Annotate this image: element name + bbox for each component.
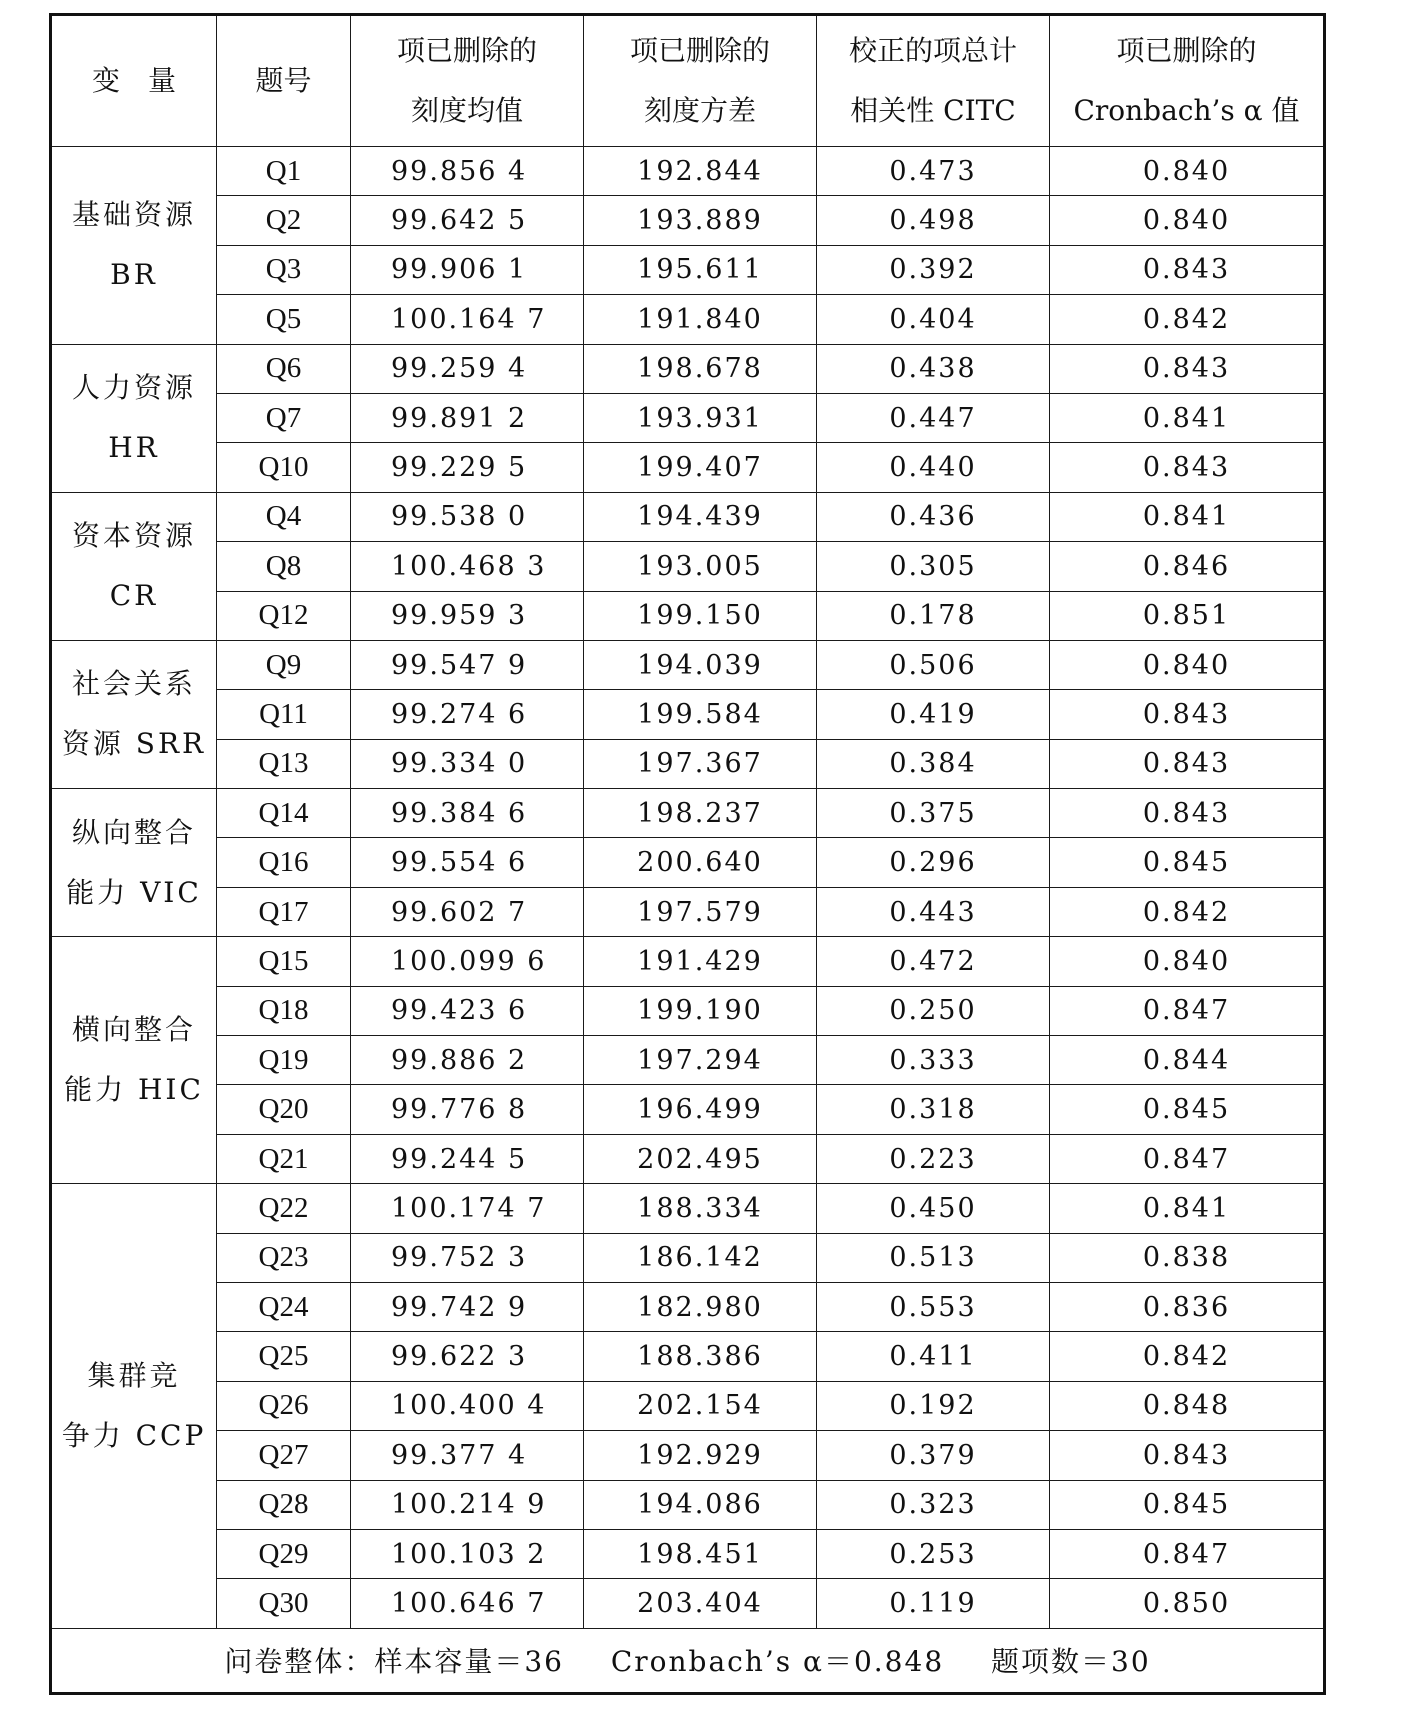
alpha-cell: 0.845: [1050, 838, 1325, 887]
scale-variance-cell: 197.294: [584, 1036, 817, 1085]
table-row: [51, 838, 1325, 887]
citc-cell: 0.323: [817, 1480, 1050, 1529]
table-row: [51, 147, 1325, 196]
item-id-cell: Q2: [217, 196, 351, 245]
scale-variance-cell: 192.844: [584, 147, 817, 196]
citc-cell: 0.250: [817, 986, 1050, 1035]
alpha-cell: 0.840: [1050, 196, 1325, 245]
table-row: [51, 937, 1325, 986]
scale-mean-cell: 99.891 2: [351, 393, 584, 442]
table-row: [51, 245, 1325, 294]
scale-mean-cell: 100.468 3: [351, 542, 584, 591]
header-scale-variance: 项已删除的 刻度方差: [584, 15, 817, 147]
scale-mean-cell: 99.423 6: [351, 986, 584, 1035]
table-row: [51, 393, 1325, 442]
scale-mean-cell: 99.776 8: [351, 1085, 584, 1134]
scale-variance-cell: 188.334: [584, 1184, 817, 1233]
scale-mean-cell: 99.906 1: [351, 245, 584, 294]
item-id-cell: Q22: [217, 1184, 351, 1233]
table-row: [51, 1036, 1325, 1085]
scale-variance-cell: 199.190: [584, 986, 817, 1035]
alpha-cell: 0.843: [1050, 1431, 1325, 1480]
alpha-cell: 0.846: [1050, 542, 1325, 591]
citc-cell: 0.438: [817, 344, 1050, 393]
table-row: [51, 1233, 1325, 1282]
alpha-cell: 0.840: [1050, 937, 1325, 986]
variable-group-label: 集群竞 争力 CCP: [51, 1184, 217, 1629]
variable-group-label: 资本资源 CR: [51, 492, 217, 640]
variable-group-label: 社会关系 资源 SRR: [51, 640, 217, 788]
header-scale-mean: 项已删除的 刻度均值: [351, 15, 584, 147]
scale-variance-cell: 191.429: [584, 937, 817, 986]
scale-mean-cell: 99.334 0: [351, 739, 584, 788]
item-id-cell: Q17: [217, 887, 351, 936]
scale-variance-cell: 196.499: [584, 1085, 817, 1134]
scale-mean-cell: 99.554 6: [351, 838, 584, 887]
table-row: [51, 295, 1325, 344]
alpha-cell: 0.842: [1050, 295, 1325, 344]
table-row: [51, 591, 1325, 640]
table-row: [51, 443, 1325, 492]
scale-mean-cell: 100.646 7: [351, 1579, 584, 1628]
citc-cell: 0.443: [817, 887, 1050, 936]
reliability-table-page: [49, 13, 1323, 1695]
citc-cell: 0.253: [817, 1529, 1050, 1578]
scale-mean-cell: 99.377 4: [351, 1431, 584, 1480]
item-id-cell: Q14: [217, 789, 351, 838]
alpha-cell: 0.840: [1050, 147, 1325, 196]
table-row: [51, 789, 1325, 838]
item-id-cell: Q16: [217, 838, 351, 887]
citc-cell: 0.450: [817, 1184, 1050, 1233]
alpha-cell: 0.838: [1050, 1233, 1325, 1282]
alpha-cell: 0.843: [1050, 789, 1325, 838]
table-row: [51, 1332, 1325, 1381]
item-id-cell: Q30: [217, 1579, 351, 1628]
table-row: [51, 1480, 1325, 1529]
scale-mean-cell: 99.742 9: [351, 1282, 584, 1331]
scale-variance-cell: 198.451: [584, 1529, 817, 1578]
table-row: [51, 640, 1325, 689]
scale-variance-cell: 192.929: [584, 1431, 817, 1480]
item-id-cell: Q15: [217, 937, 351, 986]
alpha-cell: 0.851: [1050, 591, 1325, 640]
item-id-cell: Q11: [217, 690, 351, 739]
scale-mean-cell: 99.274 6: [351, 690, 584, 739]
scale-mean-cell: 99.229 5: [351, 443, 584, 492]
scale-variance-cell: 191.840: [584, 295, 817, 344]
scale-mean-cell: 99.959 3: [351, 591, 584, 640]
alpha-cell: 0.836: [1050, 1282, 1325, 1331]
footer-alpha: Cronbach’s α＝0.848: [610, 1645, 945, 1679]
table-row: [51, 492, 1325, 541]
citc-cell: 0.436: [817, 492, 1050, 541]
scale-variance-cell: 202.495: [584, 1134, 817, 1183]
scale-mean-cell: 99.538 0: [351, 492, 584, 541]
footer-item-count: 题项数＝30: [991, 1645, 1151, 1679]
scale-mean-cell: 99.886 2: [351, 1036, 584, 1085]
table-footer: [51, 1628, 1325, 1693]
table-body: [51, 147, 1325, 1629]
scale-mean-cell: 99.856 4: [351, 147, 584, 196]
citc-cell: 0.392: [817, 245, 1050, 294]
item-id-cell: Q23: [217, 1233, 351, 1282]
scale-mean-cell: 99.602 7: [351, 887, 584, 936]
item-id-cell: Q13: [217, 739, 351, 788]
scale-variance-cell: 198.237: [584, 789, 817, 838]
alpha-cell: 0.844: [1050, 1036, 1325, 1085]
item-id-cell: Q9: [217, 640, 351, 689]
citc-cell: 0.178: [817, 591, 1050, 640]
scale-mean-cell: 99.244 5: [351, 1134, 584, 1183]
table-row: [51, 1381, 1325, 1430]
header-alpha-if-deleted: 项已删除的 Cronbach’s α 值: [1050, 15, 1325, 147]
footer-summary: [51, 1628, 1325, 1693]
citc-cell: 0.419: [817, 690, 1050, 739]
item-id-cell: Q19: [217, 1036, 351, 1085]
alpha-cell: 0.843: [1050, 443, 1325, 492]
item-id-cell: Q4: [217, 492, 351, 541]
citc-cell: 0.506: [817, 640, 1050, 689]
table-row: [51, 739, 1325, 788]
alpha-cell: 0.840: [1050, 640, 1325, 689]
citc-cell: 0.318: [817, 1085, 1050, 1134]
alpha-cell: 0.845: [1050, 1480, 1325, 1529]
citc-cell: 0.305: [817, 542, 1050, 591]
item-id-cell: Q1: [217, 147, 351, 196]
alpha-cell: 0.848: [1050, 1381, 1325, 1430]
reliability-table: [49, 13, 1326, 1695]
scale-mean-cell: 100.099 6: [351, 937, 584, 986]
footer-sample-size: 问卷整体：样本容量＝36: [224, 1645, 564, 1679]
citc-cell: 0.119: [817, 1579, 1050, 1628]
table-row: [51, 986, 1325, 1035]
citc-cell: 0.223: [817, 1134, 1050, 1183]
alpha-cell: 0.841: [1050, 393, 1325, 442]
scale-variance-cell: 194.086: [584, 1480, 817, 1529]
citc-cell: 0.513: [817, 1233, 1050, 1282]
variable-group-label: 人力资源 HR: [51, 344, 217, 492]
item-id-cell: Q3: [217, 245, 351, 294]
table-row: [51, 690, 1325, 739]
alpha-cell: 0.842: [1050, 1332, 1325, 1381]
item-id-cell: Q18: [217, 986, 351, 1035]
citc-cell: 0.384: [817, 739, 1050, 788]
table-row: [51, 1184, 1325, 1233]
alpha-cell: 0.843: [1050, 739, 1325, 788]
scale-variance-cell: 199.407: [584, 443, 817, 492]
scale-variance-cell: 197.579: [584, 887, 817, 936]
item-id-cell: Q26: [217, 1381, 351, 1430]
table-row: [51, 1282, 1325, 1331]
scale-mean-cell: 99.622 3: [351, 1332, 584, 1381]
alpha-cell: 0.847: [1050, 1529, 1325, 1578]
item-id-cell: Q12: [217, 591, 351, 640]
table-row: [51, 1529, 1325, 1578]
alpha-cell: 0.843: [1050, 690, 1325, 739]
scale-variance-cell: 199.150: [584, 591, 817, 640]
item-id-cell: Q27: [217, 1431, 351, 1480]
table-row: [51, 1431, 1325, 1480]
item-id-cell: Q24: [217, 1282, 351, 1331]
item-id-cell: Q28: [217, 1480, 351, 1529]
scale-variance-cell: 182.980: [584, 1282, 817, 1331]
scale-variance-cell: 188.386: [584, 1332, 817, 1381]
citc-cell: 0.472: [817, 937, 1050, 986]
scale-variance-cell: 200.640: [584, 838, 817, 887]
alpha-cell: 0.843: [1050, 344, 1325, 393]
item-id-cell: Q29: [217, 1529, 351, 1578]
citc-cell: 0.440: [817, 443, 1050, 492]
citc-cell: 0.375: [817, 789, 1050, 838]
scale-mean-cell: 99.642 5: [351, 196, 584, 245]
citc-cell: 0.404: [817, 295, 1050, 344]
scale-variance-cell: 197.367: [584, 739, 817, 788]
table-row: [51, 1134, 1325, 1183]
alpha-cell: 0.845: [1050, 1085, 1325, 1134]
scale-mean-cell: 99.547 9: [351, 640, 584, 689]
scale-variance-cell: 202.154: [584, 1381, 817, 1430]
table-row: [51, 196, 1325, 245]
scale-variance-cell: 194.039: [584, 640, 817, 689]
scale-mean-cell: 100.214 9: [351, 1480, 584, 1529]
scale-variance-cell: 193.931: [584, 393, 817, 442]
citc-cell: 0.447: [817, 393, 1050, 442]
item-id-cell: Q7: [217, 393, 351, 442]
header-variable: 变 量: [51, 15, 217, 147]
scale-variance-cell: 186.142: [584, 1233, 817, 1282]
scale-variance-cell: 199.584: [584, 690, 817, 739]
table-row: [51, 887, 1325, 936]
item-id-cell: Q20: [217, 1085, 351, 1134]
citc-cell: 0.296: [817, 838, 1050, 887]
citc-cell: 0.411: [817, 1332, 1050, 1381]
item-id-cell: Q5: [217, 295, 351, 344]
alpha-cell: 0.841: [1050, 1184, 1325, 1233]
variable-group-label: 基础资源 BR: [51, 147, 217, 345]
scale-mean-cell: 100.103 2: [351, 1529, 584, 1578]
alpha-cell: 0.841: [1050, 492, 1325, 541]
alpha-cell: 0.847: [1050, 986, 1325, 1035]
citc-cell: 0.553: [817, 1282, 1050, 1331]
citc-cell: 0.498: [817, 196, 1050, 245]
scale-variance-cell: 193.889: [584, 196, 817, 245]
citc-cell: 0.333: [817, 1036, 1050, 1085]
alpha-cell: 0.842: [1050, 887, 1325, 936]
item-id-cell: Q6: [217, 344, 351, 393]
scale-mean-cell: 100.174 7: [351, 1184, 584, 1233]
header-item-no: 题号: [217, 15, 351, 147]
variable-group-label: 纵向整合 能力 VIC: [51, 789, 217, 937]
scale-variance-cell: 198.678: [584, 344, 817, 393]
scale-mean-cell: 99.752 3: [351, 1233, 584, 1282]
scale-variance-cell: 193.005: [584, 542, 817, 591]
item-id-cell: Q10: [217, 443, 351, 492]
scale-variance-cell: 195.611: [584, 245, 817, 294]
alpha-cell: 0.850: [1050, 1579, 1325, 1628]
table-row: [51, 1085, 1325, 1134]
citc-cell: 0.379: [817, 1431, 1050, 1480]
scale-variance-cell: 203.404: [584, 1579, 817, 1628]
table-row: [51, 542, 1325, 591]
citc-cell: 0.192: [817, 1381, 1050, 1430]
variable-group-label: 横向整合 能力 HIC: [51, 937, 217, 1184]
alpha-cell: 0.843: [1050, 245, 1325, 294]
item-id-cell: Q25: [217, 1332, 351, 1381]
item-id-cell: Q8: [217, 542, 351, 591]
scale-variance-cell: 194.439: [584, 492, 817, 541]
table-row: [51, 1579, 1325, 1628]
header-citc: 校正的项总计 相关性 CITC: [817, 15, 1050, 147]
scale-mean-cell: 99.259 4: [351, 344, 584, 393]
item-id-cell: Q21: [217, 1134, 351, 1183]
alpha-cell: 0.847: [1050, 1134, 1325, 1183]
scale-mean-cell: 100.400 4: [351, 1381, 584, 1430]
table-header: [51, 15, 1325, 147]
scale-mean-cell: 99.384 6: [351, 789, 584, 838]
citc-cell: 0.473: [817, 147, 1050, 196]
scale-mean-cell: 100.164 7: [351, 295, 584, 344]
table-row: [51, 344, 1325, 393]
